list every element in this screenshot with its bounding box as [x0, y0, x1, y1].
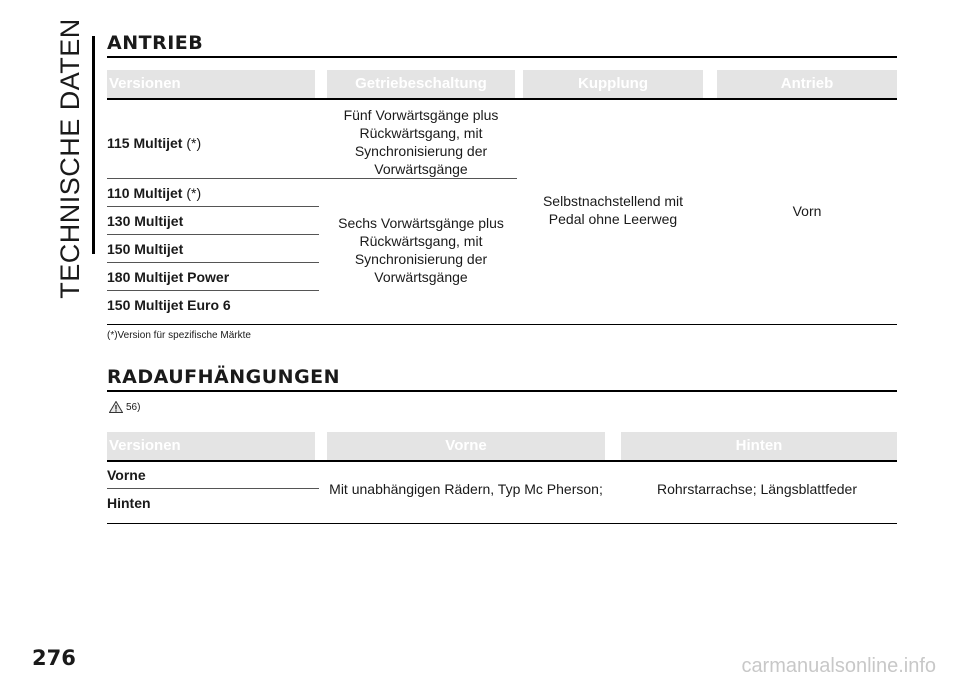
warning-ref-label: 56) [126, 401, 141, 413]
gearbox-5-cell: Fünf Vorwärtsgänge plus Rückwärtsgang, mit Synchronisierung der Vorwärtsgänge [343, 107, 499, 177]
rear-suspension-cell: Rohrstarrachse; Längsblattfeder [657, 481, 857, 497]
page-number: 276 [32, 646, 76, 670]
section-title-antrieb: ANTRIEB [107, 32, 897, 58]
version-row: Vorne [107, 467, 146, 483]
header-kupplung: Kupplung [523, 70, 703, 98]
side-tab [54, 17, 86, 299]
antrieb-table [107, 70, 897, 326]
clutch-cell: Selbstnachstellend mit Pedal ohne Leerweg [542, 193, 684, 227]
side-tab-label: TECHNISCHE DATEN [54, 17, 85, 299]
version-row: 180 Multijet Power [107, 269, 230, 285]
warning-triangle-icon [109, 401, 123, 413]
row-divider [107, 290, 319, 291]
row-divider [107, 262, 319, 263]
header-rule [107, 98, 897, 100]
watermark: carmanualsonline.info [741, 655, 936, 677]
version-row: 110 Multijet (*) [107, 185, 202, 201]
header-vorne: Vorne [327, 432, 605, 460]
header-versionen: Versionen [107, 432, 315, 460]
table-bottom-rule [107, 523, 897, 524]
version-row: 150 Multijet [107, 241, 184, 257]
header-getriebeschaltung: Getriebeschaltung [327, 70, 515, 98]
side-rule [92, 36, 95, 254]
row-divider [107, 206, 319, 207]
footnote: (*)Version für spezifische Märkte [107, 330, 251, 341]
front-suspension-cell: Mit unabhängigen Rädern, Typ Mc Pherson; [329, 481, 603, 497]
row-divider [107, 234, 319, 235]
version-row: 115 Multijet (*) [107, 135, 202, 151]
gearbox-6-cell: Sechs Vorwärtsgänge plus Rückwärtsgang, mit Synchronisierung der Vorwärtsgänge [338, 215, 504, 285]
header-antrieb: Antrieb [717, 70, 897, 98]
version-row: 130 Multijet [107, 213, 184, 229]
header-hinten: Hinten [621, 432, 897, 460]
row-divider [107, 488, 319, 489]
version-row: 150 Multijet Euro 6 [107, 297, 231, 313]
table-bottom-rule [107, 324, 897, 325]
section-title-radaufhaengungen: RADAUFHÄNGUNGEN [107, 366, 897, 392]
warning-reference[interactable] [109, 401, 140, 413]
header-rule [107, 460, 897, 462]
radaufhaengungen-table [107, 432, 897, 526]
row-divider [107, 178, 517, 179]
drive-cell: Vorn [792, 203, 822, 219]
version-row: Hinten [107, 495, 151, 511]
header-versionen: Versionen [107, 70, 315, 98]
